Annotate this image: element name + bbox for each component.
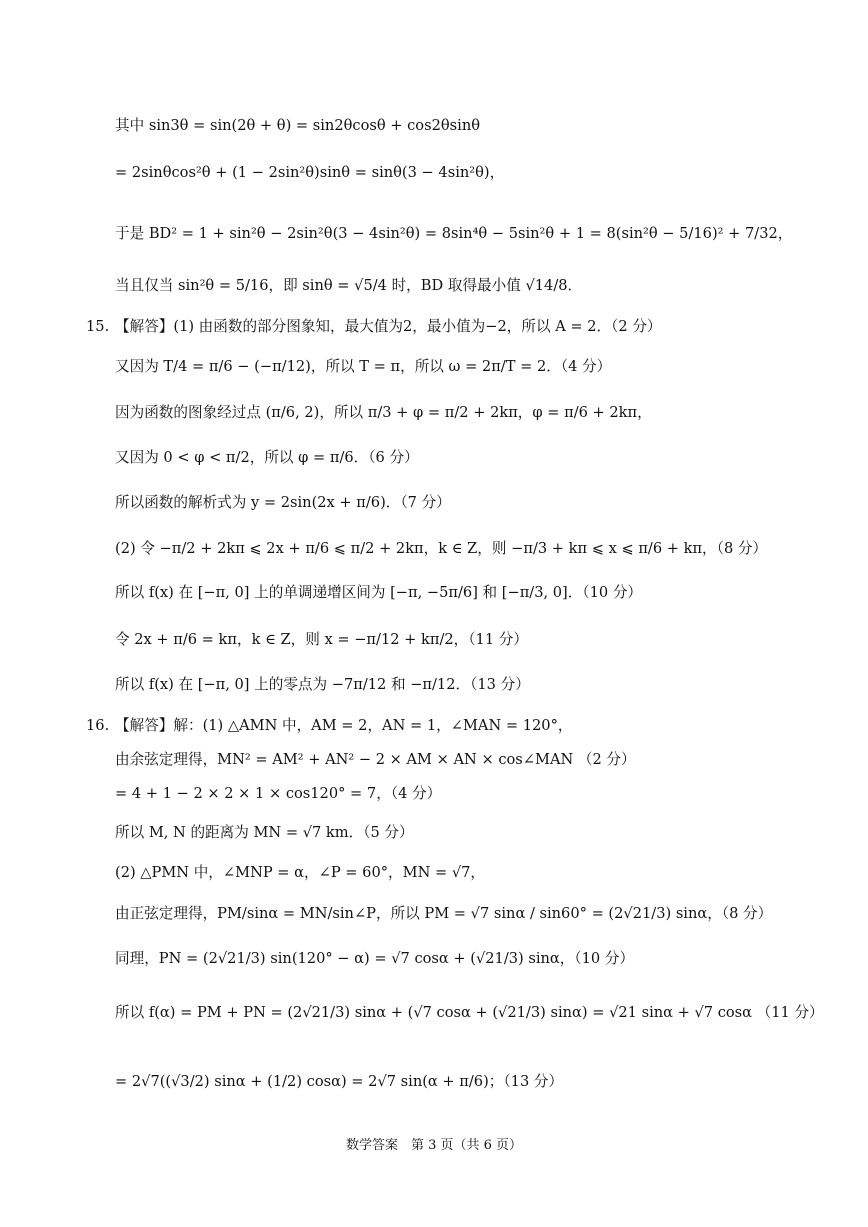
text-line: 令 2x + π/6 = kπ，k ∈ Z，则 x = −π/12 + kπ/2，（11 分） <box>115 631 528 648</box>
text-line: 于是 BD² = 1 + sin²θ − 2sin²θ(3 − 4sin²θ) = 8sin⁴θ − 5sin²θ + 1 = 8(sin²θ − 5/16)² + 7/32， <box>115 225 793 242</box>
text-line: = 4 + 1 − 2 × 2 × 1 × cos120° = 7，（4 分） <box>115 785 442 802</box>
text-line: 所以 M, N 的距离为 MN = √7 km．（5 分） <box>115 824 414 841</box>
text-line: 同理，PN = (2√21/3) sin(120° − α) = √7 cosα + (√21/3) sinα，（10 分） <box>115 950 635 967</box>
text-line: 由正弦定理得，PM/sinα = MN/sin∠P，所以 PM = √7 sinα / sin60° = (2√21/3) sinα，（8 分） <box>115 905 773 922</box>
text-line: 又因为 T/4 = π/6 − (−π/12)，所以 T = π，所以 ω = 2π/T = 2．（4 分） <box>115 358 612 375</box>
text-line: (2) 令 −π/2 + 2kπ ⩽ 2x + π/6 ⩽ π/2 + 2kπ，k ∈ Z，则 −π/3 + kπ ⩽ x ⩽ π/6 + kπ，（8 分） <box>115 540 768 557</box>
text-line: 所以 f(x) 在 [−π, 0] 上的单调递增区间为 [−π, −5π/6] 和 [−π/3, 0]．（10 分） <box>115 584 643 601</box>
text-line: (2) △PMN 中，∠MNP = α，∠P = 60°，MN = √7， <box>115 864 486 881</box>
text-line: 其中 sin3θ = sin(2θ + θ) = sin2θcosθ + cos2θsinθ <box>115 117 481 134</box>
text-line: 所以 f(α) = PM + PN = (2√21/3) sinα + (√7 cosα + (√21/3) sinα) = √21 sinα + √7 cosα （11 分） <box>115 1004 824 1021</box>
text-line: 所以函数的解析式为 y = 2sin(2x + π/6)．（7 分） <box>115 494 451 511</box>
text-line: 【解答】解：(1) △AMN 中，AM = 2，AN = 1，∠MAN = 120°， <box>115 717 573 734</box>
text-line: = 2√7((√3/2) sinα + (1/2) cosα) = 2√7 sin(α + π/6)；（13 分） <box>115 1073 564 1090</box>
text-line: 【解答】(1) 由函数的部分图象知，最大值为2，最小值为−2，所以 A = 2．（2 分） <box>115 318 662 335</box>
text-line: 所以 f(x) 在 [−π, 0] 上的零点为 −7π/12 和 −π/12．（13 分） <box>115 676 530 693</box>
text-line: 又因为 0 < φ < π/2，所以 φ = π/6．（6 分） <box>115 449 419 466</box>
text-line: 由余弦定理得，MN² = AM² + AN² − 2 × AM × AN × cos∠MAN （2 分） <box>115 751 636 768</box>
text-line: 当且仅当 sin²θ = 5/16，即 sinθ = √5/4 时，BD 取得最小值 √14/8． <box>115 277 583 294</box>
question-number: 15. <box>86 318 110 335</box>
question-number: 16. <box>86 717 110 734</box>
text-line: = 2sinθcos²θ + (1 − 2sin²θ)sinθ = sinθ(3 − 4sin²θ)， <box>115 164 505 181</box>
text-line: 因为函数的图象经过点 (π/6, 2)，所以 π/3 + φ = π/2 + 2kπ，φ = π/6 + 2kπ， <box>115 404 652 421</box>
page-footer: 数学答案 第 3 页（共 6 页） <box>345 1138 523 1153</box>
